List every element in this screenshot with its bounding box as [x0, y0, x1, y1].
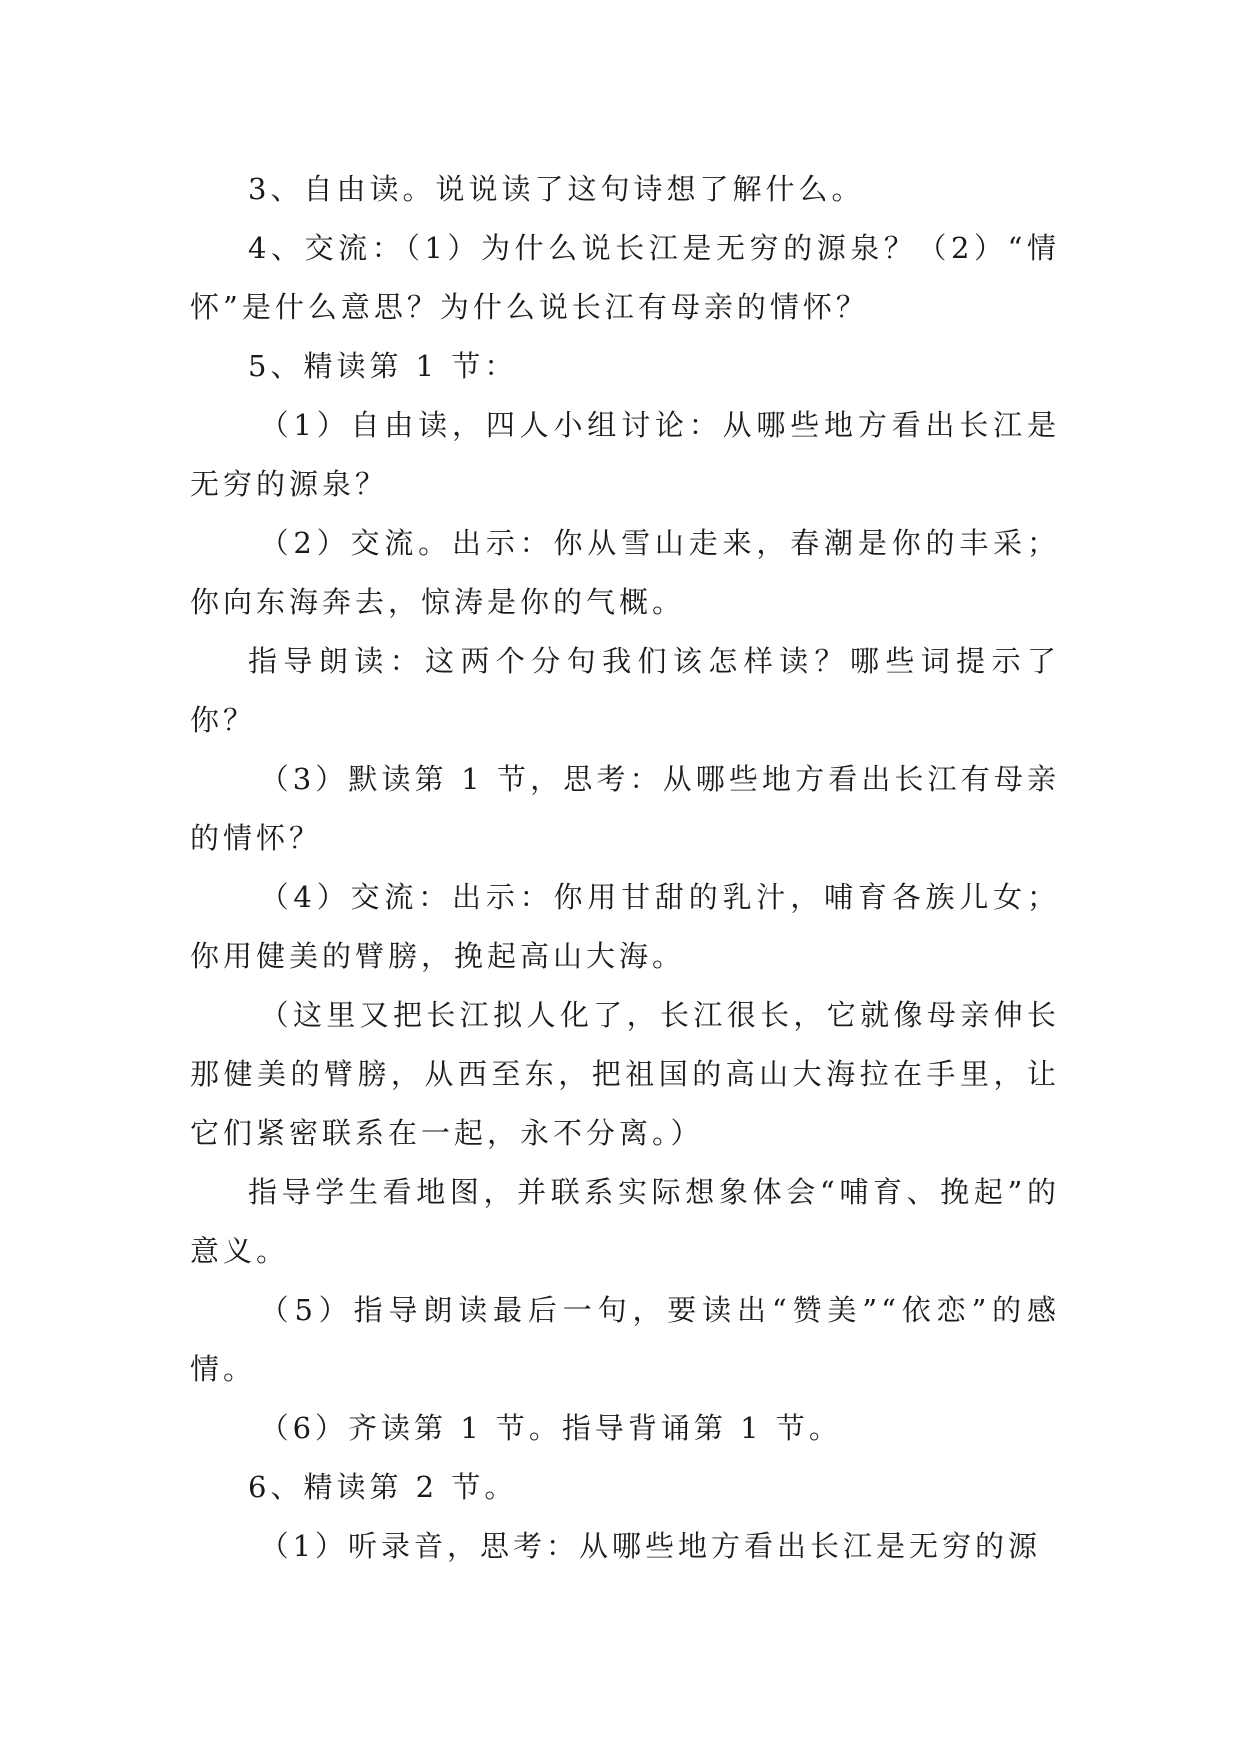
paragraph-step-5-5: （5）指导朗读最后一句，要读出“赞美”“依恋”的感情。: [190, 1293, 1060, 1386]
paragraph-reading-guide-1: 指导朗读：这两个分句我们该怎样读？哪些词提示了你？: [190, 644, 1060, 737]
paragraph-step-6-1: （1）听录音，思考：从哪些地方看出长江是无穷的源: [259, 1529, 1042, 1563]
paragraph-step-5: 5、精读第 1 节：: [248, 349, 518, 383]
paragraph-step-5-6: （6）齐读第 1 节。指导背诵第 1 节。: [259, 1411, 842, 1445]
paragraph-step-4: 4、交流：（1）为什么说长江是无穷的源泉？（2）“情怀”是什么意思？为什么说长江有母亲的情怀？: [190, 231, 1060, 324]
paragraph-explanation: （这里又把长江拟人化了，长江很长，它就像母亲伸长那健美的臂膀，从西至东，把祖国的高山大海拉在手里，让它们紧密联系在一起，永不分离。）: [190, 998, 1060, 1150]
paragraph-map-guide: 指导学生看地图，并联系实际想象体会“哺育、挽起”的意义。: [190, 1175, 1060, 1268]
paragraph-step-3: 3、自由读。说说读了这句诗想了解什么。: [248, 172, 865, 206]
paragraph-step-5-2: （2）交流。出示：你从雪山走来，春潮是你的丰采；你向东海奔去，惊涛是你的气概。: [190, 526, 1060, 619]
paragraph-step-6: 6、精读第 2 节。: [248, 1470, 518, 1504]
paragraph-step-5-1: （1）自由读，四人小组讨论：从哪些地方看出长江是无穷的源泉？: [190, 408, 1060, 501]
paragraph-step-5-3: （3）默读第 1 节，思考：从哪些地方看出长江有母亲的情怀？: [190, 762, 1060, 855]
paragraph-step-5-4: （4）交流：出示：你用甘甜的乳汁，哺育各族儿女；你用健美的臂膀，挽起高山大海。: [190, 880, 1060, 973]
document-body: [190, 160, 1060, 1576]
